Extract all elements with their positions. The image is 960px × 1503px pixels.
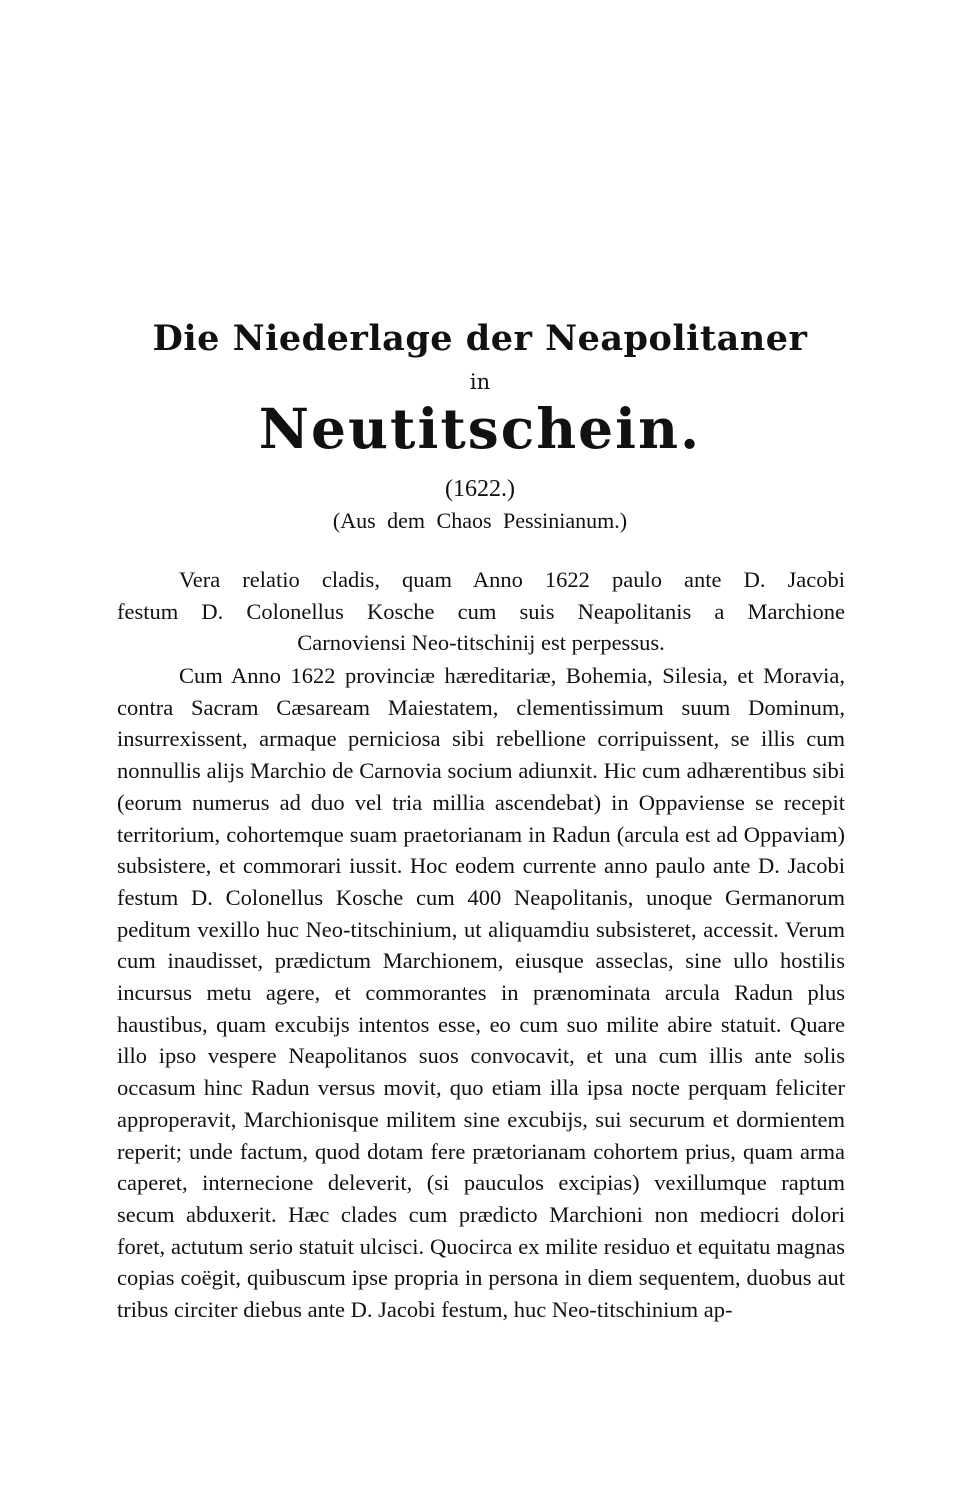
year-line: (1622.)	[445, 476, 515, 502]
body-paragraph: Cum Anno 1622 provinciæ hæreditariæ, Bohemia, Silesia, et Moravia, contra Sacram Cæsaream Maiestatem, clementissimum suum Dominum, insurrexissent, armaque perniciosa sibi rebellione corripuissent, se illis cum nonnullis alijs Marchio de Carnovia socium adiunxit. Hic cum adhærentibus sibi (eorum numerus ad duo vel tria millia ascendebat) in Oppaviense se recepit territorium, cohortemque suam praetorianam in Radun (arcula est ad Oppaviam) subsistere, et commorari iussit. Hoc eodem currente anno paulo ante D. Jacobi festum D. Colonellus Kosche cum 400 Neapolitanis, unoque Germanorum peditum vexillo huc Neo-titschinium, ut aliquamdiu subsisteret, accessit. Verum cum inaudisset, prædictum Marchionem, eiusque asseclas, sine ullo hostilis incursus metu agere, et commorantes in prænominata arcula Radun plus haustibus, quam excubijs intentos esse, eo cum suo milite abire statuit. Quare illo ipso vespere Neapolitanos suos convocavit, et una cum illis ante solis occasum hinc Radun versus movit, quo etiam illa ipsa nocte perquam feliciter approperavit, Marchionisque militem sine excubijs, sui securum et dormientem reperit; unde factum, quod dotam fere prætorianam cohortem prius, quam arma caperet, internecione deleverit, (si pauculos excipias) vexillumque raptum secum abduxerit. Hæc clades cum prædicto Marchioni non mediocri dolori foret, actutum serio statuit ulcisci. Quocirca ex milite residuo et equitatu magnas copias coëgit, quibuscum ipse propria in persona in diem sequentem, duobus aut tribus circiter diebus ante D. Jacobi festum, huc Neo-titschinium ap-	[117, 663, 845, 1323]
lead-line-3: Carnoviensi Neo-titschinij est perpessus.	[297, 630, 665, 656]
place-title: Neutitschein.	[258, 396, 702, 461]
lead-line-2: festum D. Colonellus Kosche cum suis Neapolitanis a Marchione	[117, 598, 845, 624]
source-line: (Aus dem Chaos Pessinianum.)	[332, 508, 628, 533]
chapter-heading: Die Niederlage der Neapolitaner	[152, 318, 808, 359]
lead-line-1: Vera relatio cladis, quam Anno 1622 paulo ante D. Jacobi	[179, 567, 845, 592]
heading-connector: in	[469, 370, 491, 394]
lead-paragraph	[117, 564, 845, 659]
